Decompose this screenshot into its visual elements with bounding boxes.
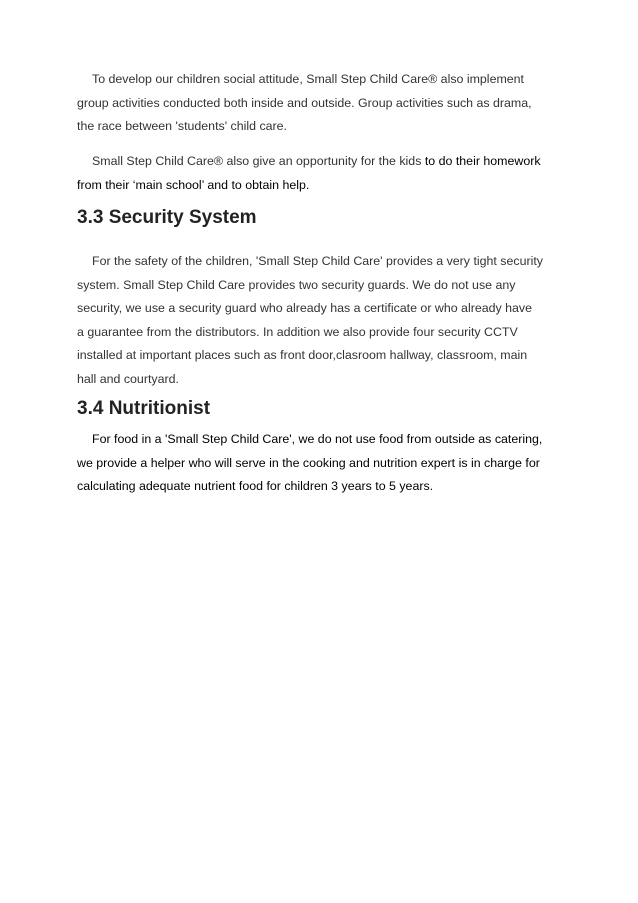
paragraph-line-plain: Small Step Child Care® also give an opportunity for the kids [92, 154, 425, 168]
paragraph-line: system. Small Step Child Care provides two security guards. We do not use any [77, 277, 516, 292]
paragraph-social-attitude [77, 68, 567, 139]
section-heading-security-system: 3.3 Security System [77, 207, 257, 228]
paragraph-nutritionist [77, 428, 567, 499]
paragraph-line: calculating adequate nutrient food for children 3 years to 5 years. [77, 479, 434, 493]
paragraph-line: security, we use a security guard who already has a certificate or who already have [77, 301, 533, 315]
paragraph-line-dark: to do their homework [424, 154, 541, 168]
section-heading-title: Nutritionist [108, 398, 211, 419]
paragraph-line: the race between 'students' child care. [77, 119, 287, 133]
paragraph-line: To develop our children social attitude, Small Step Child Care® also implement [92, 72, 525, 86]
paragraph-homework [77, 150, 567, 197]
paragraph-line: group activities conducted both inside and outside. Group activities such as drama, [77, 95, 532, 110]
paragraph-line: For food in a 'Small Step Child Care', we do not use food from outside as catering, [92, 432, 543, 446]
paragraph-line [77, 150, 567, 174]
paragraph-line: a guarantee from the distributors. In addition we also provide four security CCTV [77, 324, 518, 339]
section-heading-number: 3.4 [77, 398, 104, 419]
section-heading-nutritionist [77, 397, 210, 421]
paragraph-line: from their ‘main school’ and to obtain help. [77, 177, 310, 192]
paragraph-line: hall and courtyard. [77, 371, 179, 386]
paragraph-line: installed at important places such as front door,clasroom hallway, classroom, main [77, 348, 528, 362]
paragraph-line: we provide a helper who will serve in the cooking and nutrition expert is in charge for [77, 455, 540, 470]
paragraph-security [77, 250, 567, 391]
paragraph-line: For the safety of the children, 'Small Step Child Care' provides a very tight security [92, 254, 543, 268]
